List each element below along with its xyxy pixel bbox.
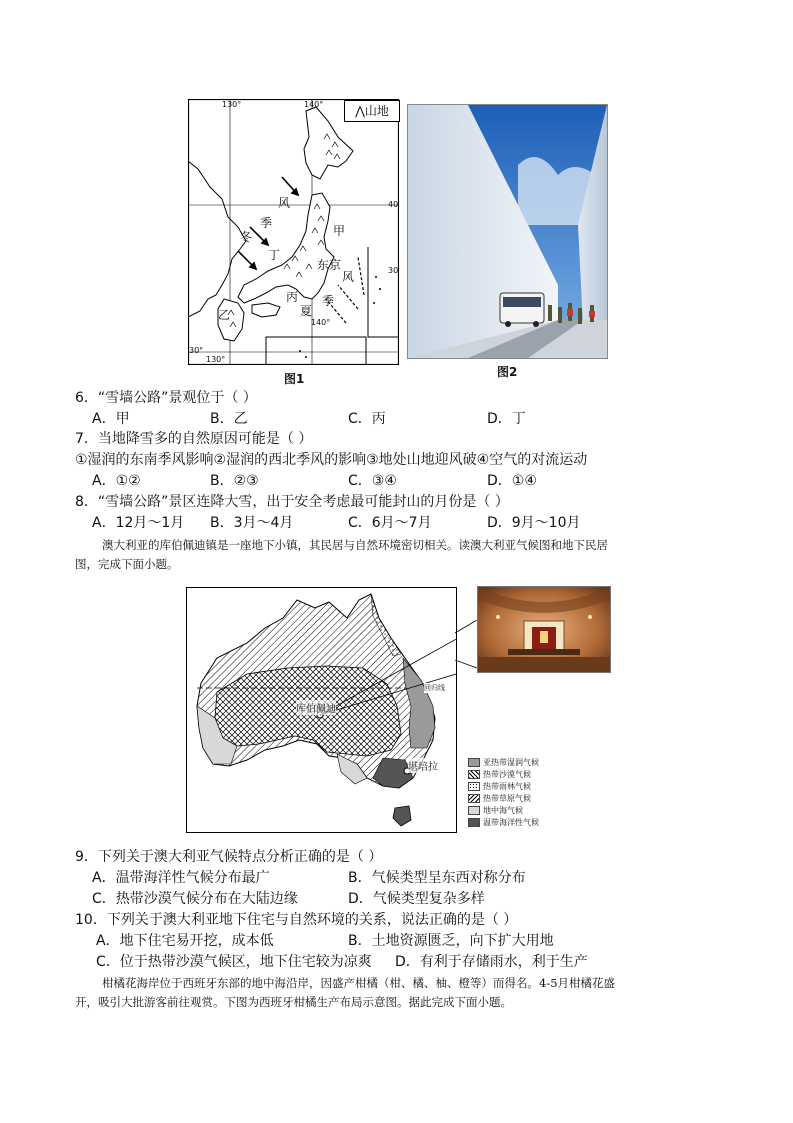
lat-label-40: 40 <box>388 200 399 209</box>
label-yi: 乙 <box>218 308 231 322</box>
legend-tropical-rainforest: 热带雨林气候 <box>468 782 531 792</box>
figure2-snow-wall-photo <box>407 104 608 359</box>
lat-label-30-right: 30 <box>388 266 399 275</box>
australia-intro-line1: 澳大利亚的库伯佩迪镇是一座地下小镇，其民居与自然环境密切相关。读澳大利亚气候图和地下民居 <box>102 538 608 552</box>
mountain-icon: ⋀ <box>355 104 365 118</box>
label-ding: 丁 <box>268 248 281 262</box>
question-10-option-d[interactable]: D．有利于存储雨水，利于生产 <box>395 954 588 970</box>
legend-mediterranean: 地中海气候 <box>468 806 523 816</box>
legend-subtropical-humid: 亚热带湿润气候 <box>468 758 539 768</box>
question-8-stem: 8．“雪墙公路”景区连降大雪，出于安全考虑最可能封山的月份是（ ） <box>75 494 509 510</box>
question-8-option-a[interactable]: A．12月～1月 <box>92 515 185 531</box>
figure1-caption: 图1 <box>284 372 305 386</box>
legend-tropical-desert: 热带沙漠气候 <box>468 770 531 780</box>
lon-label-140-top: 140° <box>304 100 324 109</box>
legend-swatch-desert <box>468 770 480 779</box>
label-dong: 冬 <box>240 230 253 244</box>
question-7-option-c[interactable]: C．③④ <box>348 473 397 489</box>
question-10-option-c[interactable]: C．位于热带沙漠气候区，地下住宅较为凉爽 <box>96 954 372 970</box>
question-9-option-c[interactable]: C．热带沙漠气候分布在大陆边缘 <box>92 891 298 907</box>
legend-swatch-subtropical <box>468 758 480 767</box>
lat-label-30-left: 30° <box>189 346 204 355</box>
underground-dwelling-photo <box>477 586 611 673</box>
label-ji-summer: 季 <box>322 294 335 308</box>
label-jia: 甲 <box>333 224 346 238</box>
australia-intro-line2: 图，完成下面小题。 <box>75 557 179 571</box>
label-feng-winter: 风 <box>278 196 291 210</box>
question-6-option-a[interactable]: A．甲 <box>92 411 130 427</box>
question-7-option-d[interactable]: D．①④ <box>487 473 537 489</box>
question-6-option-c[interactable]: C．丙 <box>348 411 386 427</box>
question-9-stem: 9．下列关于澳大利亚气候特点分析正确的是（ ） <box>75 849 383 865</box>
shikoku <box>252 303 280 317</box>
figure2-caption: 图2 <box>497 365 518 379</box>
legend-swatch-mediterranean <box>468 806 480 815</box>
label-canberra: 堪培拉 <box>408 758 438 773</box>
question-6-stem: 6．“雪墙公路”景观位于（ ） <box>75 390 257 406</box>
label-tropic: 回归线 <box>424 684 445 692</box>
question-8-option-c[interactable]: C．6月～7月 <box>348 515 432 531</box>
question-6-option-b[interactable]: B．乙 <box>210 411 248 427</box>
question-7-statements: ①湿润的东南季风影响②湿润的西北季风的影响③地处山地迎风破④空气的对流运动 <box>75 452 588 468</box>
question-9-option-b[interactable]: B．气候类型呈东西对称分布 <box>348 870 526 886</box>
spain-intro-line2: 开，吸引大批游客前往观赏。下图为西班牙柑橘生产布局示意图。据此完成下面小题。 <box>75 995 512 1009</box>
question-9-option-d[interactable]: D．气候类型复杂多样 <box>348 891 485 907</box>
japan-map-svg <box>188 99 399 365</box>
label-bing: 丙 <box>286 290 299 304</box>
lon-label-130-bottom: 130° <box>206 355 226 364</box>
tasmania <box>393 806 411 826</box>
question-8-option-d[interactable]: D．9月～10月 <box>487 515 581 531</box>
snow-wall-photo-svg <box>408 105 607 358</box>
question-10-stem: 10．下列关于澳大利亚地下住宅与自然环境的关系，说法正确的是（ ） <box>75 912 518 928</box>
lon-label-130-top: 130° <box>222 100 242 109</box>
figure1-japan-map <box>188 99 399 365</box>
label-ji-winter: 季 <box>260 216 273 230</box>
question-10-option-a[interactable]: A．地下住宅易开挖，成本低 <box>96 933 274 949</box>
label-feng-summer: 风 <box>342 270 355 284</box>
question-9-option-a[interactable]: A．温带海洋性气候分布最广 <box>92 870 270 886</box>
map-legend-mountain: ⋀山地 <box>344 100 400 122</box>
underground-photo-svg <box>478 587 610 672</box>
legend-temperate-maritime: 温带海洋性气候 <box>468 818 539 828</box>
question-7-option-b[interactable]: B．②③ <box>210 473 259 489</box>
question-8-option-b[interactable]: B．3月～4月 <box>210 515 294 531</box>
question-6-option-d[interactable]: D．丁 <box>487 411 526 427</box>
label-xia: 夏 <box>300 304 313 318</box>
question-7-stem: 7．当地降雪多的自然原因可能是（ ） <box>75 431 313 447</box>
label-coober-pedy: 库伯佩迪 <box>296 700 336 715</box>
legend-swatch-maritime <box>468 818 480 827</box>
label-tokyo: 东京 <box>317 258 342 272</box>
legend-swatch-savanna <box>468 794 480 803</box>
lon-label-140-bottom: 140° <box>311 318 331 327</box>
legend-tropical-savanna: 热带草原气候 <box>468 794 531 804</box>
spain-intro-line1: 柑橘花海岸位于西班牙东部的地中海沿岸，因盛产柑橘（柑、橘、柚、橙等）而得名。4-5月柑橘花盛 <box>102 976 616 990</box>
legend-swatch-rainforest <box>468 782 480 791</box>
question-7-option-a[interactable]: A．①② <box>92 473 141 489</box>
question-10-option-b[interactable]: B．土地资源匮乏，向下扩大用地 <box>348 933 554 949</box>
